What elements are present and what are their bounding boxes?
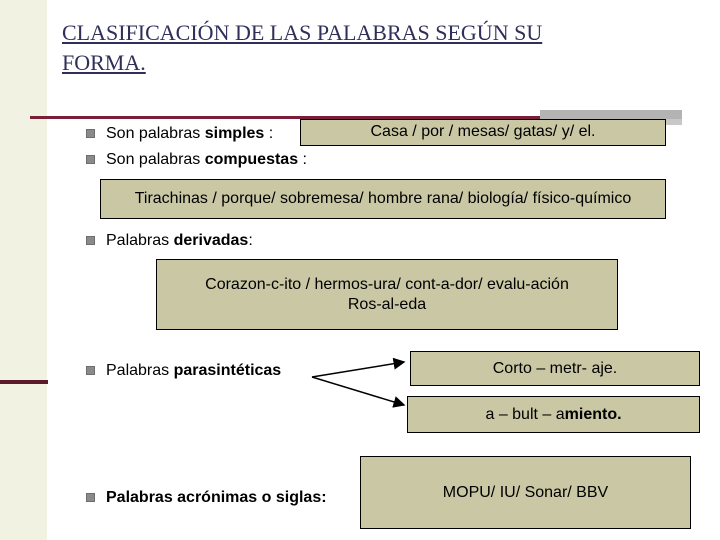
item-compuestas-suffix: :: [298, 151, 307, 168]
box-parasinteticas-1-text: Corto – metr- aje.: [492, 359, 618, 377]
item-compuestas-prefix: Son palabras: [106, 151, 205, 168]
box-compuestas-text: Tirachinas / porque/ sobremesa/ hombre rana/ biología/ físico-químico: [134, 190, 632, 207]
box-acronimos: [360, 456, 691, 529]
arrow-to-box-2: [312, 377, 404, 405]
item-parasinteticas-bold: parasintéticas: [173, 362, 282, 379]
item-derivadas-bold: derivadas: [173, 232, 249, 249]
item-acronimos: [106, 488, 327, 508]
item-simples-suffix: :: [264, 125, 274, 142]
title-line-1: CLASIFICACIÓN DE LAS PALABRAS SEGÚN SU: [62, 20, 543, 45]
box-acronimos-text: MOPU/ IU/ Sonar/ BBV: [442, 484, 609, 501]
title-line-2: FORMA.: [62, 50, 146, 75]
item-acronimos-text: Palabras acrónimas o siglas:: [106, 489, 327, 506]
item-derivadas-suffix: :: [248, 232, 253, 249]
box-parasinteticas-2-part-1: a – bult – a: [485, 405, 565, 423]
arrow-to-box-1: [312, 362, 404, 377]
box-derivadas-line-1: Corazon-c-ito / hermos-ura/ cont-a-dor/ evalu-ación: [205, 275, 569, 293]
item-compuestas-bold: compuestas: [204, 151, 299, 168]
box-derivadas-line-2: Ros-al-eda: [347, 295, 427, 313]
box-simples-text: Casa / por / mesas/ gatas/ y/ el.: [370, 122, 596, 140]
item-parasinteticas-prefix: Palabras: [106, 362, 174, 379]
item-derivadas-prefix: Palabras: [106, 232, 174, 249]
item-simples-bold: simples: [204, 125, 265, 142]
item-simples-prefix: Son palabras: [106, 125, 205, 142]
bullet-icon: [86, 493, 95, 502]
box-parasinteticas-2-part-2: miento.: [564, 405, 622, 423]
